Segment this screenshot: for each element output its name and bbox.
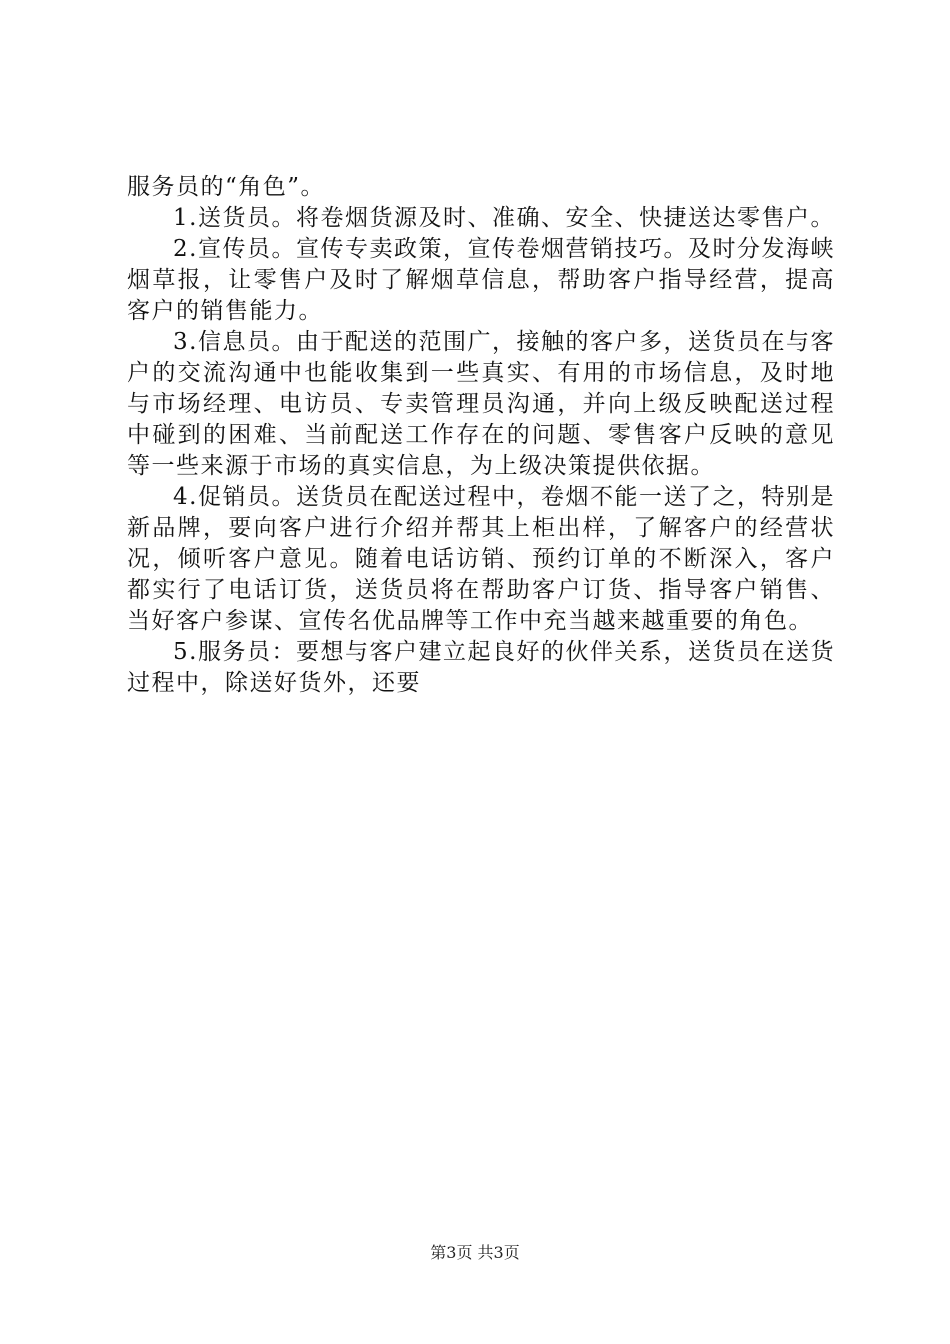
paragraph-service: 5.服务员：要想与客户建立起良好的伙伴关系，送货员在送货过程中，除送好货外，还要 (127, 639, 835, 696)
paragraph-promotion: 4.促销员。送货员在配送过程中，卷烟不能一送了之，特别是新品牌，要向客户进行介绍并帮其上柜出样，了解客户的经营状况，倾听客户意见。随着电话访销、预约订单的不断深入，客户都实行了电话订货，送货员将在帮助客户订货、指导客户销售、当好客户参谋、宣传名优品牌等工作中充当越来越重要的角色。 (127, 484, 835, 634)
paragraph-role-intro: 服务员的“角色”。 (127, 174, 326, 200)
paragraph-delivery: 1.送货员。将卷烟货源及时、准确、安全、快捷送达零售户。 (173, 205, 835, 231)
paragraph-information: 3.信息员。由于配送的范围广，接触的客户多，送货员在与客户的交流沟通中也能收集到一些真实、有用的市场信息，及时地与市场经理、电访员、专卖管理员沟通，并向上级反映配送过程中碰到的困难、当前配送工作存在的问题、零售客户反映的意见等一些来源于市场的真实信息，为上级决策提供依据。 (127, 329, 835, 479)
page-number-footer: 第3页 共3页 (430, 1243, 520, 1262)
paragraph-publicity: 2.宣传员。宣传专卖政策，宣传卷烟营销技巧。及时分发海峡烟草报，让零售户及时了解烟草信息，帮助客户指导经营，提高客户的销售能力。 (127, 236, 835, 324)
document-body (127, 172, 835, 699)
